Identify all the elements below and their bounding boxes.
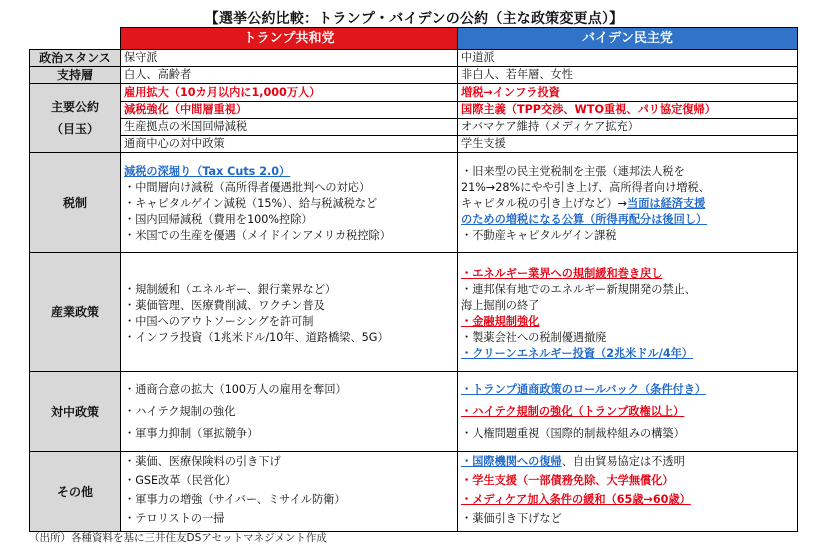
tax-item-line3	[461, 196, 794, 212]
row-label-other: その他	[30, 452, 121, 532]
row-label-pledge	[30, 84, 121, 153]
table-row	[30, 452, 798, 532]
pledge-item: オバマケア維持（メディケア拡充）	[458, 118, 797, 135]
tax-item: ・不動産キャピタルゲイン課税	[461, 228, 617, 242]
other-item-line1	[461, 454, 794, 473]
trump-stance	[121, 50, 458, 67]
cell-text: 保守派	[124, 51, 158, 64]
biden-china	[458, 372, 798, 452]
tax-item: ・国内回帰減税（費用を100%控除）	[124, 212, 313, 226]
industry-item: ・エネルギー業界への規制緩和巻き戻し	[461, 267, 663, 280]
pledge-item: 国際主義（TPP交渉、WTO重視、パリ協定復帰）	[458, 101, 797, 118]
biden-other	[458, 452, 798, 532]
industry-item: ・薬価管理、医療費削減、ワクチン普及	[124, 299, 325, 312]
cell-text: 中道派	[461, 51, 495, 64]
trump-china	[121, 372, 458, 452]
cell-text: 非白人、若年層、女性	[461, 68, 573, 81]
row-label-support: 支持層	[30, 67, 121, 84]
biden-stance	[458, 50, 798, 67]
pledge-item: 通商中心の対中政策	[121, 135, 457, 152]
china-item: ・通商合意の拡大（100万人の雇用を奪回）	[124, 382, 347, 396]
trump-pledge	[121, 84, 458, 153]
industry-item: ・製薬会社への税制優遇撤廃	[461, 331, 607, 344]
other-item: ・薬価引き下げなど	[461, 512, 562, 525]
header-biden: バイデン民主党	[458, 28, 798, 50]
industry-item: ・連邦保有地でのエネルギー新規開発の禁止、	[461, 283, 696, 296]
table-row	[30, 253, 798, 372]
tax-highlight: 当面は経済支援	[627, 196, 706, 210]
china-item: ・軍事力抑制（軍拡競争）	[124, 426, 259, 440]
pledge-label-sub: （目玉）	[50, 122, 99, 136]
tax-item: ・中間層向け減税（高所得者優遇批判への対応）	[124, 180, 371, 194]
table-corner	[30, 28, 121, 50]
trump-industry	[121, 253, 458, 372]
tax-item: のための増税になる公算（所得再配分は後回し）	[461, 212, 708, 226]
tax-item: ・キャピタルゲイン減税（15%）、給与税減税など	[124, 196, 378, 210]
pledge-item: 雇用拡大（10カ月以内に1,000万人）	[124, 85, 321, 99]
tax-item: 21%→28%にやや引き上げ、高所得者向け増税、	[461, 180, 710, 194]
other-highlight: ・国際機関への復帰	[461, 455, 562, 468]
table-row	[30, 50, 798, 67]
row-label-tax: 税制	[30, 153, 121, 253]
other-item: ・薬価、医療保険料の引き下げ	[124, 455, 281, 468]
tax-item: ・米国での生産を優遇（メイドインアメリカ税控除）	[124, 228, 391, 242]
tax-item: ・旧来型の民主党税制を主張（連邦法人税を	[461, 164, 685, 178]
trump-support	[121, 67, 458, 84]
other-item: ・テロリストの一掃	[124, 512, 225, 525]
china-item: ・ハイテク規制の強化（トランプ政権以上）	[461, 404, 685, 418]
table-row	[30, 153, 798, 253]
other-text: 、自由貿易協定は不透明	[561, 455, 685, 468]
china-item: ・トランプ通商政策のロールバック（条件付き）	[461, 382, 707, 396]
biden-tax	[458, 153, 798, 253]
industry-item: ・中国へのアウトソーシングを許可制	[124, 315, 314, 328]
table-row	[30, 67, 798, 84]
comparison-table	[29, 27, 798, 532]
table-row	[30, 84, 798, 153]
header-trump: トランプ共和党	[121, 28, 458, 50]
industry-item: 海上掘削の終了	[461, 299, 540, 312]
industry-item: ・クリーンエネルギー投資（2兆米ドル/4年）	[461, 347, 693, 360]
row-label-stance: 政治スタンス	[30, 50, 121, 67]
china-item: ・人権問題重視（国際的制裁枠組みの構築）	[461, 426, 685, 440]
pledge-item: 学生支援	[458, 135, 797, 152]
page-title: 【選挙公約比較：トランプ・バイデンの公約（主な政策変更点）】	[204, 11, 624, 27]
trump-tax	[121, 153, 458, 253]
other-item: ・軍事力の増強（サイバー、ミサイル防衛）	[124, 493, 346, 506]
source-note: （出所）各種資料を基に三井住友DSアセットマネジメント作成	[29, 532, 327, 544]
tax-item: 減税の深堀り（Tax Cuts 2.0）	[124, 164, 291, 178]
industry-item: ・インフラ投資（1兆米ドル/10年、道路橋梁、5G）	[124, 331, 389, 344]
industry-item: ・規制緩和（エネルギー、銀行業界など）	[124, 283, 337, 296]
biden-pledge	[458, 84, 798, 153]
cell-text: 白人、高齢者	[124, 68, 192, 81]
biden-support	[458, 67, 798, 84]
pledge-label-main: 主要公約	[50, 100, 99, 114]
other-item: ・GSE改革（民営化）	[124, 474, 237, 487]
row-label-industry: 産業政策	[30, 253, 121, 372]
china-item: ・ハイテク規制の強化	[124, 404, 236, 418]
trump-other	[121, 452, 458, 532]
industry-item: ・金融規制強化	[461, 315, 540, 328]
table-row	[30, 372, 798, 452]
row-label-china: 対中政策	[30, 372, 121, 452]
pledge-item: 生産拠点の米国回帰減税	[121, 118, 457, 135]
pledge-item: 増税→インフラ投資	[461, 85, 560, 99]
biden-industry	[458, 253, 798, 372]
tax-text: キャピタル税の引き上げなど）→	[461, 196, 627, 210]
other-item: ・メディケア加入条件の緩和（65歳→60歳）	[461, 493, 691, 506]
other-item: ・学生支援（一部債務免除、大学無償化）	[461, 474, 674, 487]
pledge-item: 減税強化（中間層重視）	[121, 101, 457, 118]
